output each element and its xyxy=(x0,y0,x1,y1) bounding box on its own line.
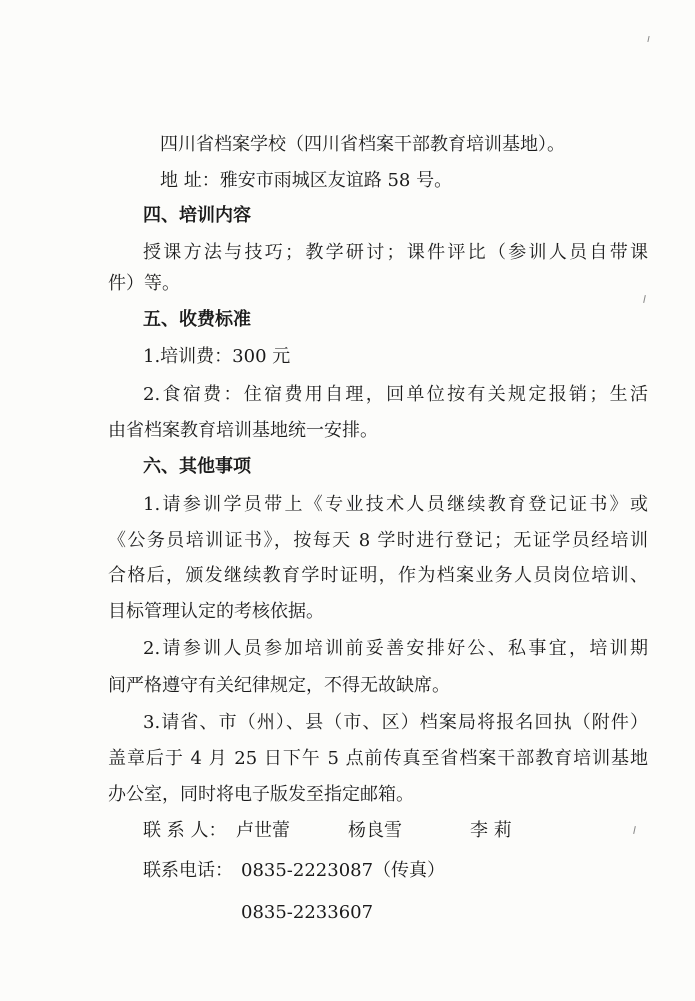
fee-item-2: 2.食宿费：住宿费用自理，回单位按有关规定报销；生活 xyxy=(143,384,648,405)
paragraph-line: 《公务员培训证书》，按每天 8 学时进行登记；无证学员经培训 xyxy=(108,530,648,551)
paragraph-line: 办公室，同时将电子版发至指定邮箱。 xyxy=(108,784,414,805)
address-line: 地 址：雅安市雨城区友谊路 58 号。 xyxy=(160,170,453,191)
phone-label: 联系电话： xyxy=(143,860,233,881)
section-heading-fees: 五、收费标准 xyxy=(143,309,251,330)
contact-name-3: 李 莉 xyxy=(470,820,512,841)
paragraph-line: 目标管理认定的考核依据。 xyxy=(108,601,324,622)
paragraph-line: 授课方法与技巧；教学研讨；课件评比（参训人员自带课 xyxy=(143,242,648,263)
paragraph-line: 由省档案教育培训基地统一安排。 xyxy=(108,420,378,441)
contact-name-2: 杨良雪 xyxy=(348,820,402,841)
other-item-3: 3.请省、市（州）、县（市、区）档案局将报名回执（附件） xyxy=(143,712,648,733)
paragraph-line: 盖章后于 4 月 25 日下午 5 点前传真至省档案干部教育培训基地 xyxy=(108,748,648,769)
phone-number-2: 0835-2233607 xyxy=(241,902,374,923)
other-item-2: 2.请参训人员参加培训前妥善安排好公、私事宜，培训期 xyxy=(143,638,648,659)
school-line: 四川省档案学校（四川省档案干部教育培训基地）。 xyxy=(160,134,565,155)
paragraph-line: 间严格遵守有关纪律规定，不得无故缺席。 xyxy=(108,675,450,696)
section-heading-other: 六、其他事项 xyxy=(143,456,251,477)
scan-speck xyxy=(647,36,649,42)
paragraph-line: 合格后，颁发继续教育学时证明，作为档案业务人员岗位培训、 xyxy=(108,565,648,586)
section-heading-training-content: 四、培训内容 xyxy=(143,205,251,226)
phone-number-1: 0835-2223087（传真） xyxy=(241,860,446,881)
other-item-1: 1.请参训学员带上《专业技术人员继续教育登记证书》或 xyxy=(143,494,648,515)
contact-label: 联 系 人： xyxy=(143,820,227,841)
scan-speck xyxy=(633,826,636,834)
contact-name-1: 卢世蕾 xyxy=(236,820,290,841)
fee-item-1: 1.培训费：300 元 xyxy=(143,346,291,367)
paragraph-line: 件）等。 xyxy=(108,273,180,294)
scan-speck xyxy=(643,295,646,303)
